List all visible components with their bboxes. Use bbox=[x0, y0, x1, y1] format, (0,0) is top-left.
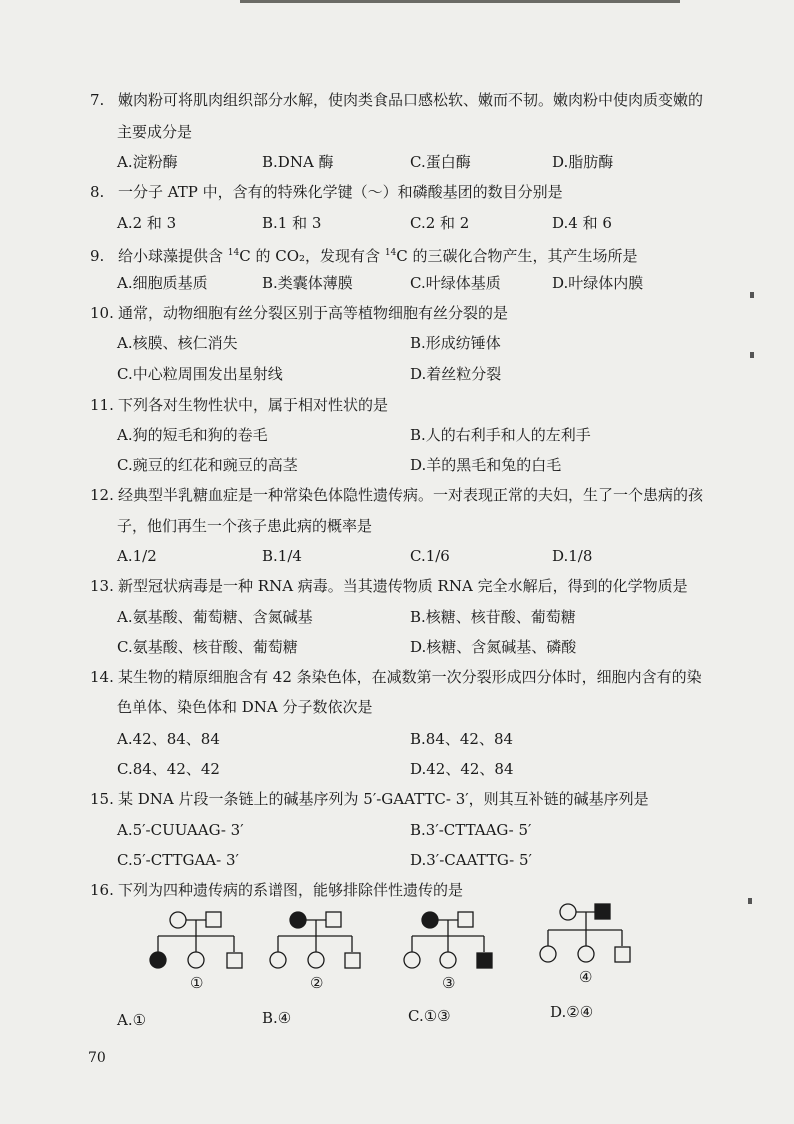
question-number: 9. bbox=[90, 247, 105, 265]
question-text-part: C 的 CO₂，发现有含 bbox=[239, 247, 385, 265]
pedigree-label-2: ② bbox=[310, 974, 324, 992]
option-c: C.中心粒周围发出星射线 bbox=[117, 365, 283, 383]
pedigree-1 bbox=[150, 912, 242, 968]
page-number: 70 bbox=[88, 1050, 106, 1066]
father-affected bbox=[595, 904, 610, 919]
scan-speck bbox=[750, 292, 754, 298]
question-text: 嫩肉粉可将肌肉组织部分水解，使肉类食品口感松软、嫩而不韧。嫩肉粉中使肉质变嫩的 bbox=[118, 91, 704, 109]
question-14-stem bbox=[90, 667, 702, 687]
father-normal bbox=[458, 912, 473, 927]
option-b: B.人的右利手和人的左利手 bbox=[410, 426, 591, 444]
option-c: C.1/6 bbox=[410, 547, 450, 565]
option-b: B.④ bbox=[262, 1009, 292, 1027]
question-8-stem bbox=[90, 182, 563, 202]
option-d: D.3′-CAATTG- 5′ bbox=[410, 851, 532, 869]
question-13-stem bbox=[90, 576, 688, 596]
father-normal bbox=[326, 912, 341, 927]
question-16-stem bbox=[90, 880, 463, 900]
pedigree-label-4: ④ bbox=[579, 968, 593, 986]
option-b: B.1 和 3 bbox=[262, 214, 322, 232]
option-c: C.叶绿体基质 bbox=[410, 274, 501, 292]
mother-normal bbox=[170, 912, 186, 928]
question-number: 11. bbox=[90, 396, 114, 414]
option-c: C.5′-CTTGAA- 3′ bbox=[117, 851, 239, 869]
option-c: C.84、42、42 bbox=[117, 760, 220, 778]
daughter-normal bbox=[578, 946, 594, 962]
option-c: C.①③ bbox=[408, 1007, 451, 1025]
question-12-stem bbox=[90, 485, 703, 505]
mother-affected bbox=[422, 912, 438, 928]
pedigree-label-1: ① bbox=[190, 974, 204, 992]
mother-affected bbox=[290, 912, 306, 928]
option-a: A.氨基酸、葡萄糖、含氮碱基 bbox=[117, 608, 313, 626]
question-14-stem-cont: 色单体、染色体和 DNA 分子数依次是 bbox=[117, 698, 373, 716]
daughter-normal bbox=[270, 952, 286, 968]
question-text: 一分子 ATP 中，含有的特殊化学键（～）和磷酸基团的数目分别是 bbox=[118, 183, 563, 201]
question-text: 通常，动物细胞有丝分裂区别于高等植物细胞有丝分裂的是 bbox=[118, 304, 509, 322]
question-7-stem bbox=[90, 90, 703, 110]
son-affected bbox=[477, 953, 492, 968]
option-c: C.2 和 2 bbox=[410, 214, 470, 232]
option-d: D.着丝粒分裂 bbox=[410, 365, 502, 383]
daughter-normal bbox=[440, 952, 456, 968]
option-b: B.84、42、84 bbox=[410, 730, 514, 748]
option-a: A.1/2 bbox=[117, 547, 157, 565]
question-number: 12. bbox=[90, 486, 114, 504]
option-d: D.羊的黑毛和兔的白毛 bbox=[410, 456, 562, 474]
question-text: 某 DNA 片段一条链上的碱基序列为 5′-GAATTC- 3′，则其互补链的碱基序列是 bbox=[118, 790, 649, 808]
daughter-normal bbox=[540, 946, 556, 962]
option-a: A.42、84、84 bbox=[117, 730, 220, 748]
option-c: C.氨基酸、核苷酸、葡萄糖 bbox=[117, 638, 298, 656]
option-a: A.① bbox=[117, 1011, 147, 1029]
isotope-superscript: 14 bbox=[227, 248, 240, 258]
question-number: 15. bbox=[90, 790, 114, 808]
option-d: D.4 和 6 bbox=[552, 214, 612, 232]
option-d: D.1/8 bbox=[552, 547, 593, 565]
option-d: D.核糖、含氮碱基、磷酸 bbox=[410, 638, 577, 656]
scan-speck bbox=[750, 352, 754, 358]
question-text: 下列各对生物性状中，属于相对性状的是 bbox=[118, 396, 389, 414]
question-number: 14. bbox=[90, 668, 114, 686]
option-a: A.5′-CUUAAG- 3′ bbox=[117, 821, 244, 839]
option-d: D.叶绿体内膜 bbox=[552, 274, 644, 292]
question-9-stem bbox=[90, 243, 638, 266]
question-text: 新型冠状病毒是一种 RNA 病毒。当其遗传物质 RNA 完全水解后，得到的化学物质是 bbox=[118, 577, 688, 595]
question-text: 下列为四种遗传病的系谱图，能够排除伴性遗传的是 bbox=[118, 881, 464, 899]
question-number: 13. bbox=[90, 577, 114, 595]
option-a: A.狗的短毛和狗的卷毛 bbox=[117, 426, 268, 444]
son-normal bbox=[345, 953, 360, 968]
option-b: B.类囊体薄膜 bbox=[262, 274, 353, 292]
option-d: D.42、42、84 bbox=[410, 760, 514, 778]
option-c: C.豌豆的红花和豌豆的高茎 bbox=[117, 456, 298, 474]
question-number: 10. bbox=[90, 304, 114, 322]
father-normal bbox=[206, 912, 221, 927]
option-d: D.脂肪酶 bbox=[552, 153, 614, 171]
question-11-stem bbox=[90, 395, 388, 415]
option-a: A.2 和 3 bbox=[117, 214, 177, 232]
question-text: 某生物的精原细胞含有 42 条染色体，在减数第一次分裂形成四分体时，细胞内含有的染 bbox=[118, 668, 702, 686]
isotope-superscript: 14 bbox=[384, 248, 397, 258]
option-a: A.淀粉酶 bbox=[117, 153, 178, 171]
question-text: 经典型半乳糖血症是一种常染色体隐性遗传病。一对表现正常的夫妇，生了一个患病的孩 bbox=[118, 486, 704, 504]
option-d: D.②④ bbox=[550, 1003, 594, 1021]
question-number: 7. bbox=[90, 91, 105, 109]
option-b: B.DNA 酶 bbox=[262, 153, 334, 171]
daughter-normal bbox=[188, 952, 204, 968]
option-a: A.核膜、核仁消失 bbox=[117, 334, 238, 352]
option-b: B.1/4 bbox=[262, 547, 302, 565]
daughter-affected bbox=[150, 952, 166, 968]
pedigree-3 bbox=[404, 912, 492, 968]
pedigree-2 bbox=[270, 912, 360, 968]
question-7-stem-cont: 主要成分是 bbox=[117, 123, 193, 141]
scan-speck bbox=[748, 898, 752, 904]
pedigree-label-3: ③ bbox=[442, 974, 456, 992]
question-text-part: 给小球藻提供含 bbox=[118, 247, 228, 265]
question-number: 8. bbox=[90, 183, 105, 201]
option-b: B.形成纺锤体 bbox=[410, 334, 501, 352]
mother-normal bbox=[560, 904, 576, 920]
question-text-part: C 的三碳化合物产生，其产生场所是 bbox=[396, 247, 638, 265]
pedigree-4 bbox=[540, 904, 630, 962]
son-normal bbox=[615, 947, 630, 962]
daughter-normal bbox=[308, 952, 324, 968]
daughter-normal bbox=[404, 952, 420, 968]
option-a: A.细胞质基质 bbox=[117, 274, 208, 292]
option-b: B.核糖、核苷酸、葡萄糖 bbox=[410, 608, 576, 626]
question-15-stem bbox=[90, 789, 649, 809]
question-number: 16. bbox=[90, 881, 114, 899]
option-b: B.3′-CTTAAG- 5′ bbox=[410, 821, 532, 839]
option-c: C.蛋白酶 bbox=[410, 153, 471, 171]
question-12-stem-cont: 子，他们再生一个孩子患此病的概率是 bbox=[117, 517, 373, 535]
question-10-stem bbox=[90, 303, 508, 323]
son-normal bbox=[227, 953, 242, 968]
